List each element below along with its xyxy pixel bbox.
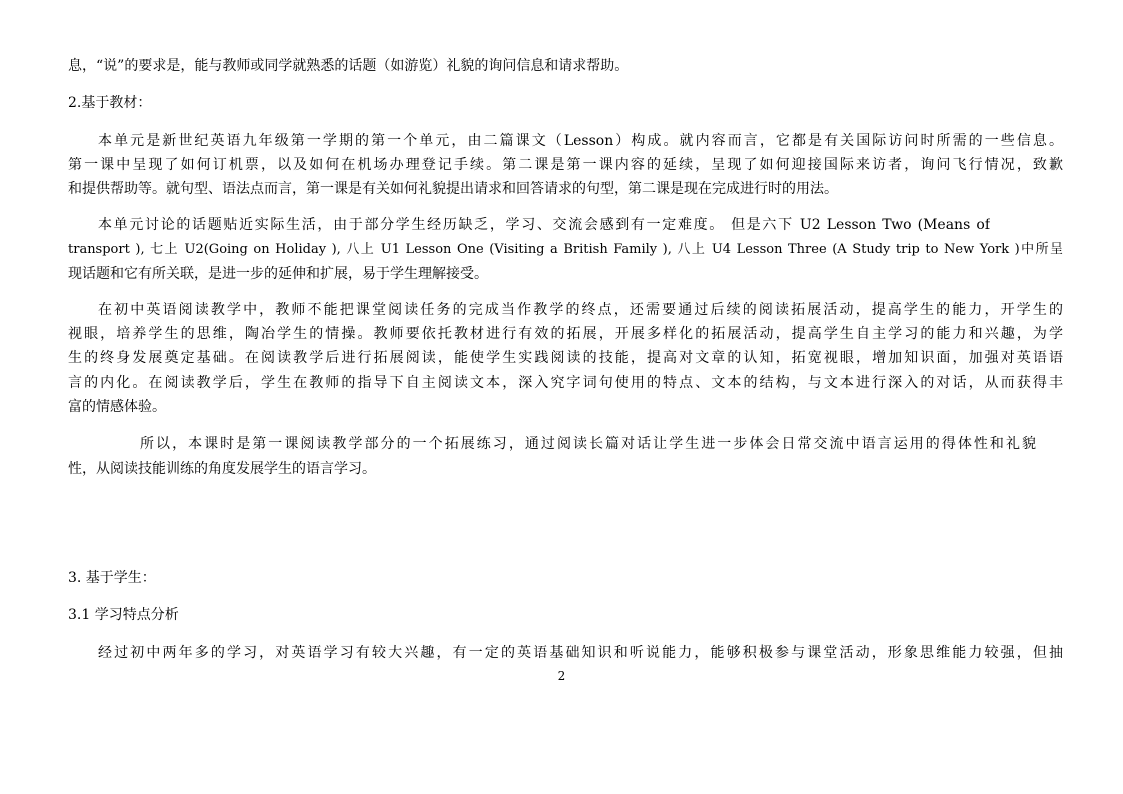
paragraph-line: transport ), 七上 U2(Going on Holiday ), 八上 U1 Lesson One (Visiting a British Family ), 八上 U4 Lesson Three (A Study trip to New York )中所呈 [68, 242, 1063, 257]
paragraph-line: 第一课中呈现了如何订机票，以及如何在机场办理登记手续。第二课是第一课内容的延续，呈现了如何迎接国际来访者，询问飞行情况，致歉 [68, 157, 1063, 173]
subsection-heading-3-1: 3.1 学习特点分析 [68, 607, 179, 623]
paragraph-line: 生的终身发展奠定基础。在阅读教学后进行拓展阅读，能使学生实践阅读的技能，提高对文章的认知，拓宽视眼，增加知识面，加强对英语语 [68, 350, 1063, 366]
paragraph-line: 和提供帮助等。就句型、语法点而言，第一课是有关如何礼貌提出请求和回答请求的句型，第二课是现在完成进行时的用法。 [68, 181, 838, 197]
page-number: 2 [557, 669, 566, 683]
paragraph-line: 现话题和它有所关联，是进一步的延伸和扩展，易于学生理解接受。 [68, 266, 488, 282]
paragraph-line: 经过初中两年多的学习，对英语学习有较大兴趣，有一定的英语基础知识和听说能力，能够积极参与课堂活动，形象思维能力较强，但抽 [98, 645, 1063, 661]
intro-line: 息，“说”的要求是，能与教师或同学就熟悉的话题（如游览）礼貌的询问信息和请求帮助。 [68, 58, 629, 74]
paragraph-line: 在初中英语阅读教学中，教师不能把课堂阅读任务的完成当作教学的终点，还需要通过后续的阅读拓展活动，提高学生的能力，开学生的 [98, 302, 1063, 318]
paragraph-line: 性，从阅读技能训练的角度发展学生的语言学习。 [68, 461, 376, 477]
paragraph-line: 本单元讨论的话题贴近实际生活，由于部分学生经历缺乏，学习、交流会感到有一定难度。 但是六下 U2 Lesson Two (Means of [98, 217, 990, 233]
section-heading-3: 3. 基于学生： [68, 570, 156, 586]
section-heading-2: 2.基于教材： [68, 95, 152, 111]
paragraph-line: 所以，本课时是第一课阅读教学部分的一个拓展练习，通过阅读长篇对话让学生进一步体会日常交流中语言运用的得体性和礼貌 [140, 436, 1036, 452]
paragraph-line: 富的情感体验。 [68, 399, 166, 415]
paragraph-line: 言的内化。在阅读教学后，学生在教师的指导下自主阅读文本，深入究字词句使用的特点、文本的结构，与文本进行深入的对话，从而获得丰 [68, 375, 1063, 391]
paragraph-line: 本单元是新世纪英语九年级第一学期的第一个单元，由二篇课文（Lesson）构成。就内容而言，它都是有关国际访问时所需的一些信息。 [98, 133, 1063, 149]
paragraph-line: 视眼，培养学生的思维，陶冶学生的情操。教师要依托教材进行有效的拓展，开展多样化的拓展活动，提高学生自主学习的能力和兴趣，为学 [68, 326, 1063, 342]
